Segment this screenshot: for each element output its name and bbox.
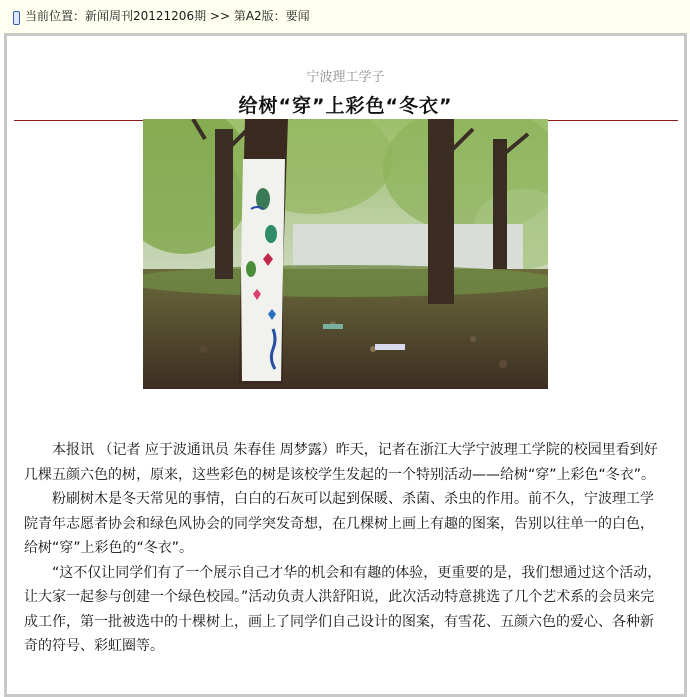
article-paragraph: 粉刷树木是冬天常见的事情，白白的石灰可以起到保暖、杀菌、杀虫的作用。前不久，宁波理工学院青年志愿者协会和绿色风协会的同学突发奇想，在几棵树上画上有趣的图案，告别以往单一的白色，给树“穿”上彩色的“冬衣”。 — [24, 491, 654, 556]
article-pretitle: 宁波理工学子 — [306, 70, 385, 85]
article-title: 给树“穿”上彩色“冬衣” — [238, 95, 453, 117]
article-frame — [4, 33, 687, 697]
article-paragraph: “这不仅让同学们有了一个展示自己才华的机会和有趣的体验，更重要的是，我们想通过这个活动，让大家一起参与创建一个绿色校园。”活动负责人洪舒阳说，此次活动特意挑选了几个艺术系的会员来完成工作，第一批被选中的十棵树上，画上了同学们自己设计的图案，有雪花、五颜六色的爱心、各种新奇的符号、彩虹圈等。 — [24, 564, 662, 654]
article-paragraph: 本报讯 （记者 应于波通讯员 朱春佳 周梦露）昨天，记者在浙江大学宁波理工学院的校园里看到好几棵五颜六色的树，原来，这些彩色的树是该校学生发起的一个特别活动——给树“穿”上彩色“冬衣”。 — [24, 442, 658, 483]
document-icon — [13, 11, 20, 25]
article-body — [24, 438, 666, 659]
article-photo — [143, 119, 548, 389]
breadcrumb: 当前位置：新闻周刊20121206期 >> 第A2版：要闻 — [25, 9, 310, 23]
breadcrumb-bar — [0, 0, 690, 33]
